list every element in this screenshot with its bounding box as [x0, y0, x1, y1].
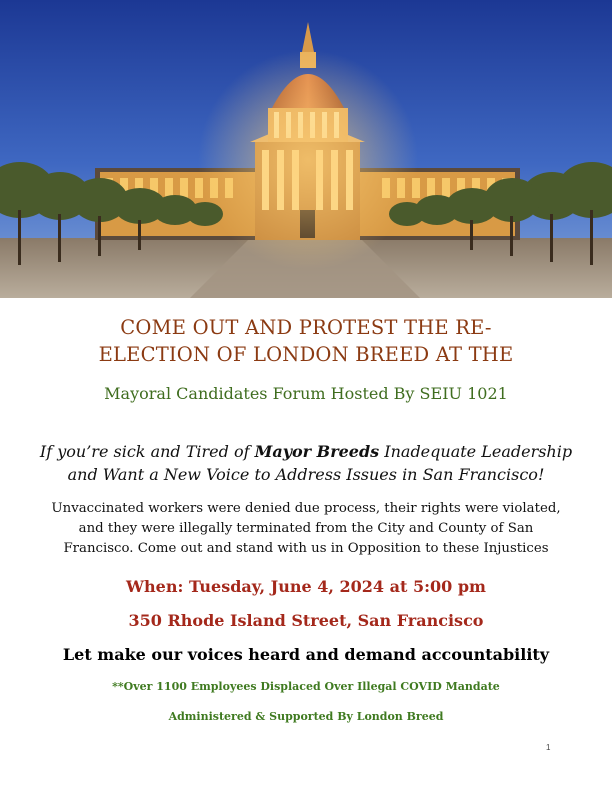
event-address: 350 Rhode Island Street, San Francisco — [128, 611, 484, 630]
page-number: 1 — [546, 743, 551, 752]
event-date-time: When: Tuesday, June 4, 2024 at 5:00 pm — [126, 577, 486, 596]
lead-line-2: and Want a New Voice to Address Issues in San Francisco! — [67, 465, 545, 484]
heading-line-1: COME OUT AND PROTEST THE RE- — [120, 316, 492, 339]
footer-line-1: **Over 1100 Employees Displaced Over Illegal COVID Mandate — [112, 680, 500, 693]
body-line-1: Unvaccinated workers were denied due process, their rights were violated, — [51, 501, 561, 516]
city-hall-photo — [0, 0, 612, 298]
heading-line-2: ELECTION OF LONDON BREED AT THE — [98, 343, 514, 366]
body-line-2: and they were illegally terminated from the City and County of San — [78, 521, 534, 536]
body-line-3: Francisco. Come out and stand with us in Opposition to these Injustices — [63, 541, 549, 556]
lead-line-1: If you’re sick and Tired of Mayor Breeds Inadequate Leadership — [39, 442, 573, 461]
footer-line-2: Administered & Supported By London Breed — [168, 710, 444, 723]
call-to-action: Let make our voices heard and demand accountability — [62, 645, 550, 664]
subheading: Mayoral Candidates Forum Hosted By SEIU 1021 — [104, 384, 508, 403]
mayor-name-bold: Mayor Breeds — [254, 442, 380, 461]
